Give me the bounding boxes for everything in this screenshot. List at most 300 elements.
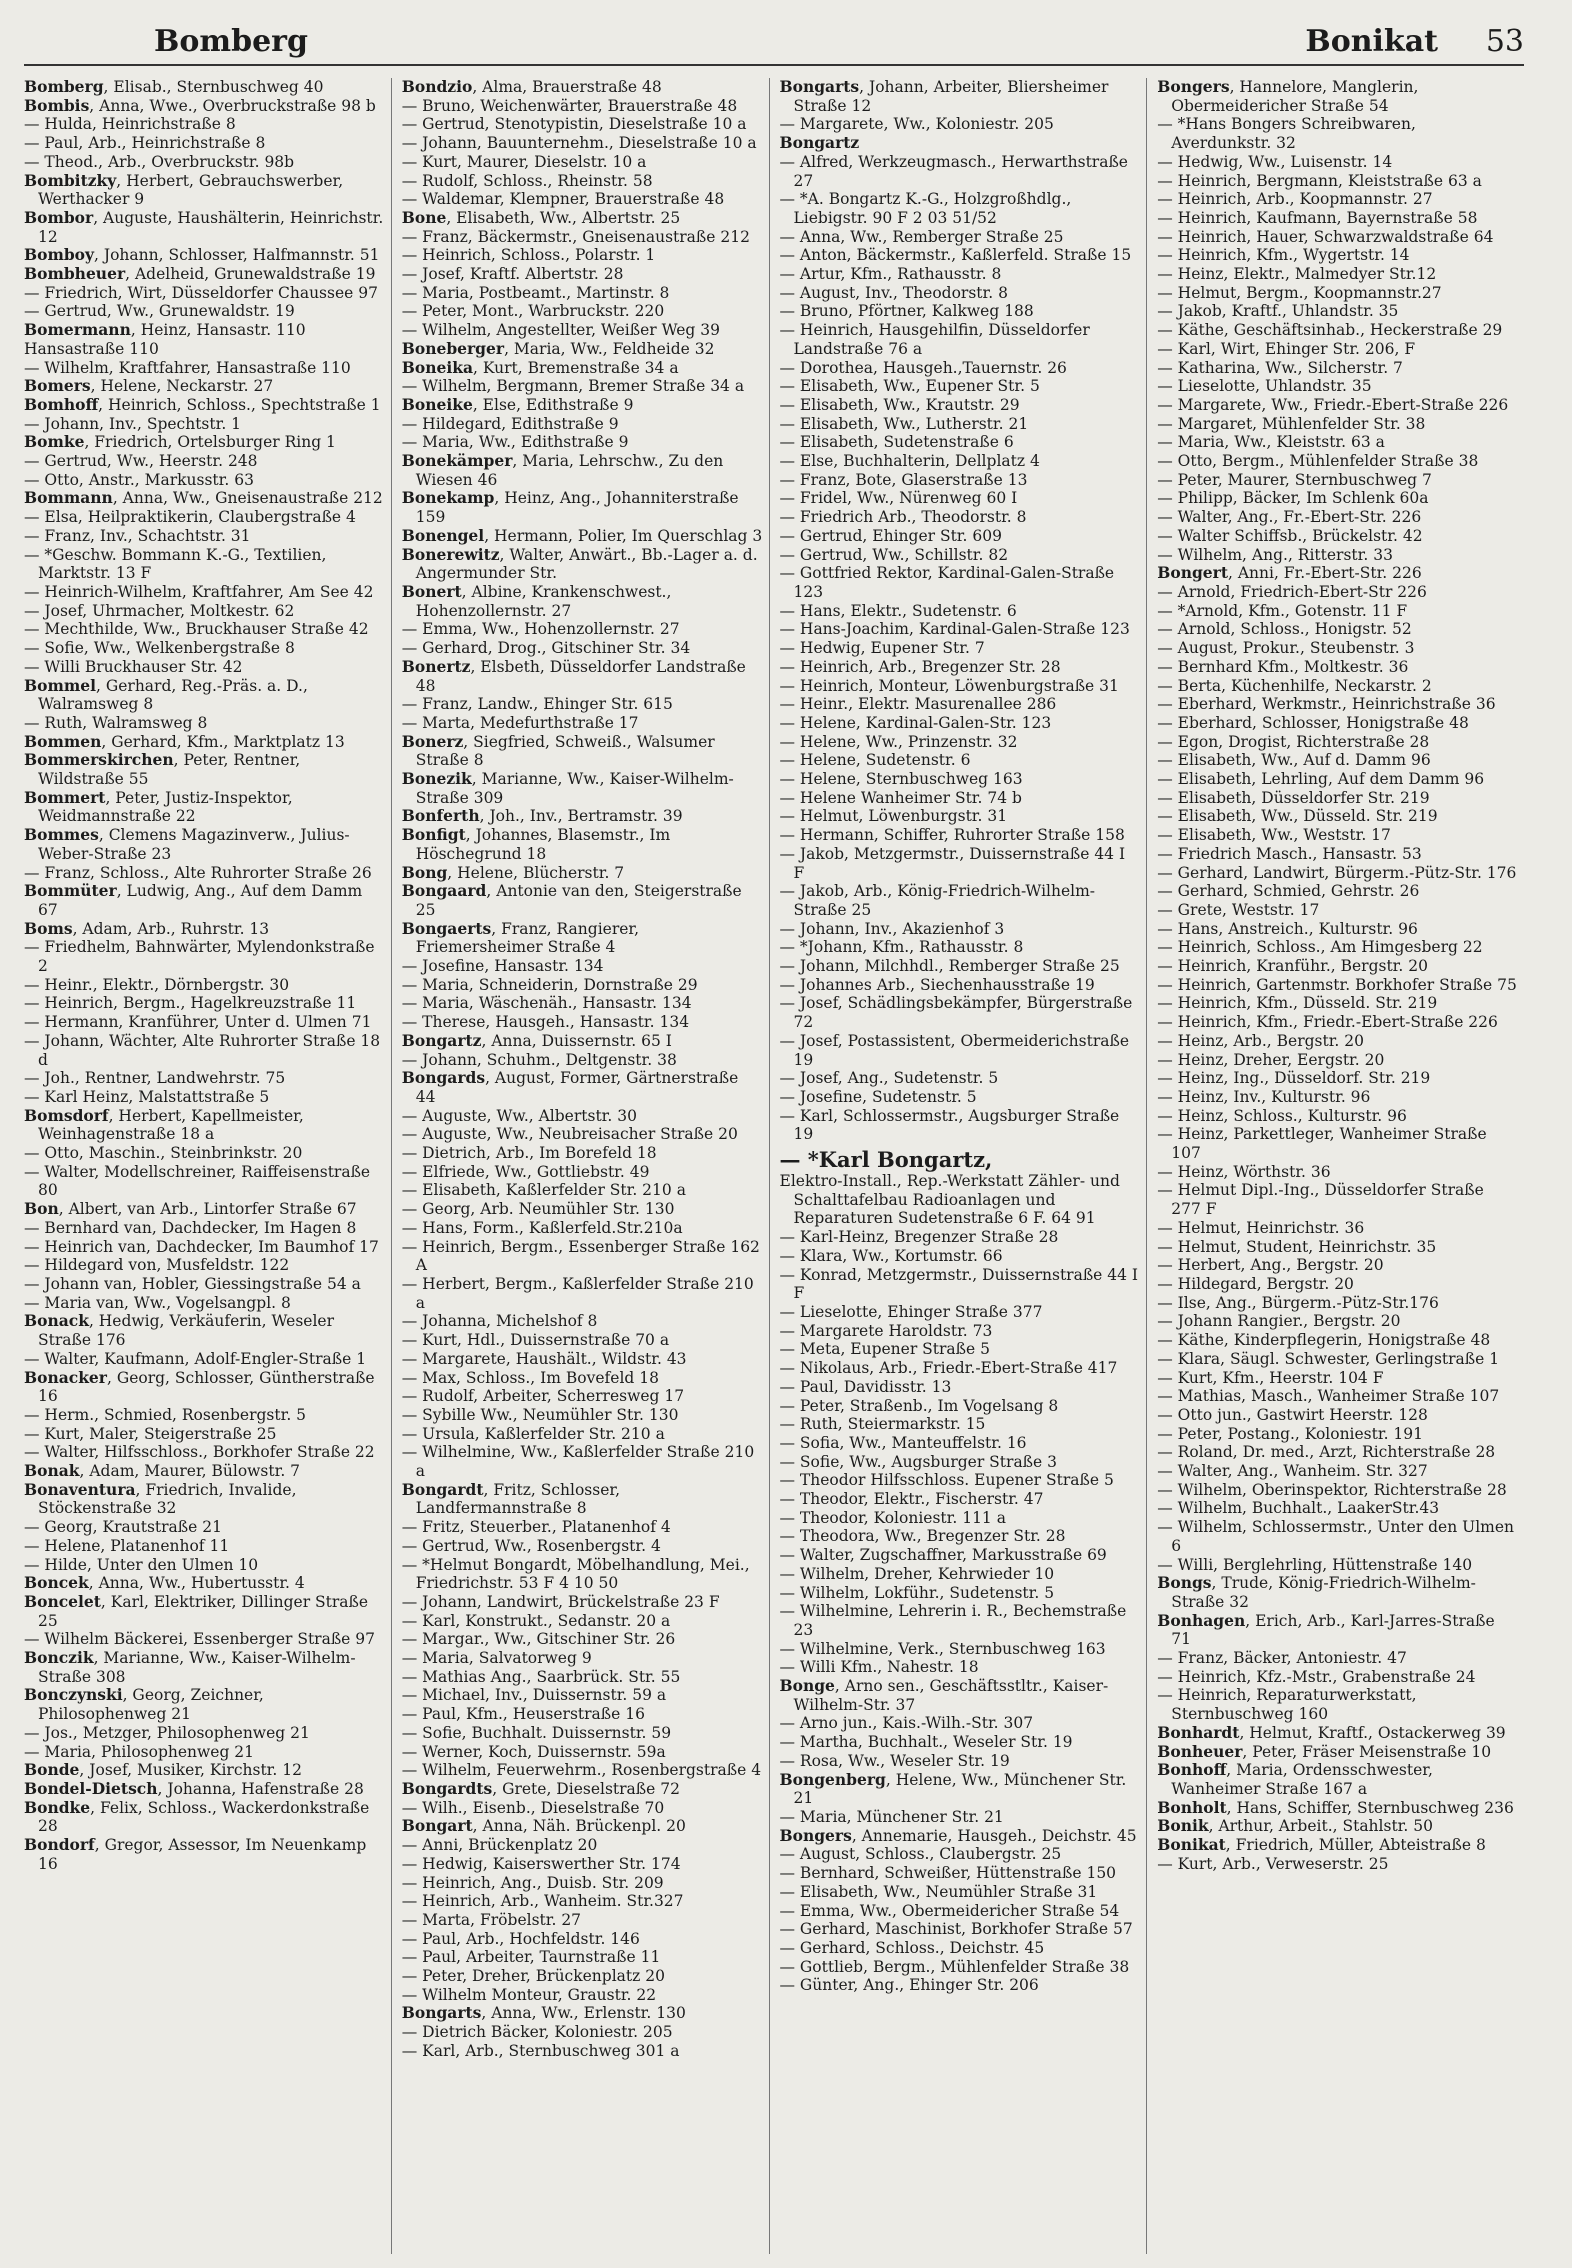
entry-details: — Elsa, Heilpraktikerin, Claubergstraße 4	[24, 508, 356, 527]
directory-entry	[402, 1874, 763, 1893]
entry-details: , Heinz, Hansastr. 110	[130, 321, 306, 340]
directory-entry	[402, 957, 763, 976]
directory-entry	[402, 1743, 763, 1762]
entry-surname: Bongs	[1157, 1573, 1212, 1593]
directory-entry	[24, 1556, 385, 1575]
directory-entry	[780, 1378, 1141, 1397]
entry-details: — Egon, Drogist, Richterstraße 28	[1157, 732, 1430, 751]
entry-surname: Bomhoff	[24, 394, 99, 414]
directory-entry	[1157, 1574, 1518, 1611]
directory-entry	[780, 770, 1141, 789]
entry-details: — Herbert, Ang., Bergstr. 20	[1157, 1256, 1384, 1275]
entry-surname: Bonacker	[24, 1367, 107, 1387]
directory-entry	[402, 1125, 763, 1144]
directory-entry	[24, 639, 385, 658]
entry-details: , Anna, Duissernstr. 65 I	[481, 1031, 672, 1050]
entry-details: — Franz, Bote, Glaserstraße 13	[779, 470, 1028, 489]
entry-details: — Werner, Koch, Duissernstr. 59a	[401, 1742, 666, 1761]
entry-details: — Otto, Anstr., Markusstr. 63	[24, 470, 254, 489]
entry-details: — Maria, Münchener Str. 21	[779, 1807, 1004, 1826]
directory-entry	[402, 1817, 763, 1836]
entry-details: — Arnold, Schloss., Honigstr. 52	[1157, 620, 1412, 639]
entry-surname: Bongarts	[779, 78, 860, 96]
directory-entry	[402, 1724, 763, 1743]
page-number: 53	[1485, 24, 1524, 59]
directory-entry	[780, 1864, 1141, 1883]
directory-entry	[1157, 1761, 1518, 1798]
entry-details: — Karl, Arb., Sternbuschweg 301 a	[401, 2041, 680, 2060]
column-4	[1157, 78, 1524, 2254]
directory-entry	[402, 1967, 763, 1986]
directory-entry	[24, 284, 385, 303]
entry-details: , Johann, Schlosser, Halfmannstr. 51	[94, 246, 380, 265]
directory-entry	[24, 415, 385, 434]
entry-surname: Bongers	[1157, 78, 1230, 96]
entry-surname: Bonaventura	[24, 1479, 136, 1499]
directory-entry	[24, 920, 385, 939]
entry-surname: Bongaerts	[401, 918, 492, 938]
directory-entry	[402, 2042, 763, 2061]
directory-entry	[402, 695, 763, 714]
entry-details: — Heinrich, Kaufmann, Bayernstraße 58	[1157, 208, 1478, 227]
entry-details: — Margarete Haroldstr. 73	[779, 1321, 993, 1340]
directory-entry	[1157, 1668, 1518, 1687]
directory-entry	[780, 602, 1141, 621]
entry-surname: Bongartz	[779, 133, 860, 153]
entry-details: , Grete, Dieselstraße 72	[492, 1779, 680, 1798]
directory-entry	[1157, 564, 1518, 583]
entry-details: — Walter, Zugschaffner, Markusstraße 69	[779, 1546, 1107, 1565]
entry-surname: Bommel	[24, 675, 96, 695]
directory-entry	[780, 153, 1141, 190]
entry-details: — Heinz, Schloss., Kulturstr. 96	[1157, 1106, 1407, 1125]
entry-surname: Bonerewitz	[401, 544, 500, 564]
directory-entry	[402, 190, 763, 209]
directory-entry	[780, 938, 1141, 957]
entry-details: — Johannes Arb., Siechenhausstraße 19	[779, 975, 1095, 994]
entry-details: — Heinrich, Monteur, Löwenburgstraße 31	[779, 676, 1119, 695]
entry-details: — Hedwig, Ww., Luisenstr. 14	[1157, 152, 1393, 171]
entry-surname: Boncek	[24, 1573, 89, 1593]
directory-entry	[1157, 209, 1518, 228]
directory-entry	[1157, 1556, 1518, 1575]
entry-details: — Josef, Postassistent, Obermeiderichstraße 19	[779, 1031, 1130, 1069]
directory-entry	[780, 134, 1141, 153]
entry-details: — Johann van, Hobler, Giessingstraße 54 a	[24, 1275, 361, 1293]
directory-entry	[24, 396, 385, 415]
entry-details: — Helene, Platanenhof 11	[24, 1536, 230, 1555]
entry-details: — Karl-Heinz, Bregenzer Straße 28	[779, 1228, 1059, 1247]
entry-details: — Sofia, Ww., Manteuffelstr. 16	[779, 1433, 1027, 1452]
directory-entry	[780, 246, 1141, 265]
directory-entry	[780, 677, 1141, 696]
entry-surname: Bommes	[24, 825, 99, 845]
entry-surname: Bomermann	[24, 320, 131, 340]
entry-details: — Alfred, Werkzeugmasch., Herwarthstraße 27	[779, 152, 1128, 190]
entry-surname: Bonge	[779, 1676, 835, 1696]
directory-entry	[780, 377, 1141, 396]
entry-details: — Heinz, Wörthstr. 36	[1157, 1162, 1331, 1181]
directory-entry	[1157, 789, 1518, 808]
entry-surname: Bonik	[1157, 1816, 1209, 1836]
entry-surname: Bongardts	[401, 1778, 493, 1798]
directory-entry	[402, 733, 763, 770]
directory-entry	[780, 489, 1141, 508]
directory-entry	[1157, 1350, 1518, 1369]
directory-entry	[24, 994, 385, 1013]
entry-details: — Roland, Dr. med., Arzt, Richterstraße 28	[1157, 1443, 1496, 1462]
directory-entry	[24, 471, 385, 490]
entry-details: — Waldemar, Klempner, Brauerstraße 48	[401, 190, 725, 209]
directory-entry	[780, 1228, 1141, 1247]
entry-details: — *Geschw. Bommann K.-G., Textilien, Marktstr. 13 F	[24, 545, 327, 583]
directory-entry	[402, 1144, 763, 1163]
directory-entry	[24, 714, 385, 733]
entry-details: — Artur, Kfm., Rathausstr. 8	[779, 265, 1002, 284]
directory-entry	[780, 1069, 1141, 1088]
entry-details: — Walter, Hilfsschloss., Borkhofer Straße 22	[24, 1443, 375, 1462]
entry-details: — Paul, Kfm., Heuserstraße 16	[401, 1705, 645, 1724]
directory-entry	[24, 1107, 385, 1144]
directory-entry	[402, 1069, 763, 1106]
entry-details: — Maria, Philosophenweg 21	[24, 1742, 255, 1761]
entry-details: — Johann, Inv., Akazienhof 3	[779, 919, 1005, 938]
directory-columns	[24, 78, 1524, 2254]
entry-details: — Kurt, Maler, Steigerstraße 25	[24, 1424, 277, 1443]
directory-entry	[1157, 1799, 1518, 1818]
entry-details: , Hans, Schiffer, Sternbuschweg 236	[1226, 1798, 1514, 1817]
directory-entry	[780, 751, 1141, 770]
entry-details: — Klara, Säugl. Schwester, Gerlingstraße 1	[1157, 1349, 1500, 1368]
entry-details: — Mechthilde, Ww., Bruckhauser Straße 42	[24, 620, 369, 639]
entry-surname: Bomsdorf	[24, 1105, 109, 1125]
directory-entry	[780, 1359, 1141, 1378]
entry-details: , Clemens Magazinverw., Julius-Weber-Straße 23	[38, 826, 350, 863]
entry-details: — Franz, Inv., Schachtstr. 31	[24, 526, 251, 545]
entry-details: , Gregor, Assessor, Im Neuenkamp 16	[38, 1836, 367, 1873]
directory-entry	[402, 807, 763, 826]
directory-entry	[780, 1172, 1141, 1228]
directory-entry	[24, 864, 385, 883]
entry-details: — Heinz, Parkettleger, Wanheimer Straße 107	[1157, 1125, 1487, 1163]
entry-details: , Antonie van den, Steigerstraße 25	[415, 882, 742, 919]
directory-entry	[24, 789, 385, 826]
entry-details: — Helmut, Löwenburgstr. 31	[779, 807, 1008, 826]
directory-entry	[1157, 845, 1518, 864]
entry-details: — Käthe, Geschäftsinhab., Heckerstraße 29	[1157, 321, 1503, 340]
entry-details: — Heinrich, Kfz.-Mstr., Grabenstraße 24	[1157, 1667, 1476, 1686]
entry-details: — Gerhard, Landwirt, Bürgerm.-Pütz-Str. 176	[1157, 863, 1517, 882]
directory-entry	[402, 546, 763, 583]
entry-details: — *Helmut Bongardt, Möbelhandlung, Mei., Friedrichstr. 53 F 4 10 50	[401, 1555, 750, 1593]
directory-entry	[1157, 1817, 1518, 1836]
directory-entry	[1157, 340, 1518, 359]
directory-entry	[1157, 976, 1518, 995]
entry-details: — Ruth, Walramsweg 8	[24, 713, 208, 732]
entry-details: — Hedwig, Kaiserswerther Str. 174	[401, 1854, 681, 1873]
entry-details: — Michael, Inv., Duissernstr. 59 a	[401, 1686, 667, 1705]
directory-entry	[1157, 115, 1518, 152]
entry-surname: Bonertz	[401, 656, 471, 676]
entry-surname: Bonerz	[401, 731, 464, 751]
directory-entry	[24, 1799, 385, 1836]
entry-details: — Willi Bruckhauser Str. 42	[24, 657, 243, 676]
entry-details: — Emma, Ww., Hohenzollernstr. 27	[401, 620, 680, 639]
directory-entry	[1157, 1649, 1518, 1668]
entry-surname: Bongarts	[401, 2003, 482, 2023]
entry-surname: Bonengel	[401, 525, 485, 545]
entry-details: — Anna, Ww., Remberger Straße 25	[779, 227, 1064, 246]
entry-details: — Helmut, Student, Heinrichstr. 35	[1157, 1237, 1437, 1256]
directory-entry	[402, 489, 763, 526]
entry-details: — Rudolf, Arbeiter, Scherresweg 17	[401, 1387, 685, 1406]
entry-details: — Heinrich, Ang., Duisb. Str. 209	[401, 1873, 664, 1892]
entry-surname: Bondke	[24, 1797, 91, 1817]
entry-details: — Wilhelm, Feuerwehrm., Rosenbergstraße 4	[401, 1761, 762, 1780]
entry-details: , Marianne, Ww., Kaiser-Wilhelm-Straße 308	[38, 1649, 356, 1686]
entry-details: — Kurt, Kfm., Heerstr. 104 F	[1157, 1368, 1384, 1387]
entry-details: — Josef, Schädlingsbekämpfer, Bürgerstraße 72	[779, 994, 1133, 1032]
entry-surname: Bondel-Dietsch	[24, 1778, 158, 1798]
entry-surname: Bomberg	[24, 78, 104, 96]
entry-details: — Otto, Bergm., Mühlenfelder Straße 38	[1157, 452, 1479, 471]
directory-entry	[1157, 246, 1518, 265]
directory-entry	[780, 546, 1141, 565]
entry-details: — Sofie, Ww., Welkenbergstraße 8	[24, 639, 295, 658]
entry-details: , Else, Edithstraße 9	[472, 395, 634, 414]
entry-details: — Auguste, Ww., Albertstr. 30	[401, 1106, 637, 1125]
entry-surname: Bongers	[779, 1825, 852, 1845]
entry-details: , Siegfried, Schweiß., Walsumer Straße 8	[415, 732, 715, 770]
directory-entry	[780, 190, 1141, 227]
directory-entry	[780, 1490, 1141, 1509]
entry-details: — Kurt, Arb., Verweserstr. 25	[1157, 1854, 1389, 1873]
directory-entry	[1157, 1013, 1518, 1032]
directory-entry	[402, 1537, 763, 1556]
directory-entry	[780, 1148, 1141, 1172]
directory-entry	[402, 920, 763, 957]
entry-details: — Karl, Wirt, Ehinger Str. 206, F	[1157, 339, 1416, 358]
directory-entry	[1157, 1275, 1518, 1294]
entry-details: — August, Inv., Theodorstr. 8	[779, 283, 1008, 302]
entry-details: — Margar., Ww., Gitschiner Str. 26	[401, 1630, 676, 1649]
directory-entry	[24, 1836, 385, 1873]
entry-details: — Johann, Wächter, Alte Ruhrorter Straße 18 d	[24, 1031, 381, 1069]
entry-surname: Bonekamp	[401, 488, 495, 508]
directory-entry	[402, 340, 763, 359]
entry-details: Hansastraße 110	[24, 339, 159, 358]
directory-entry	[402, 246, 763, 265]
entry-surname: Bon	[24, 1199, 59, 1219]
entry-surname: Bondzio	[401, 78, 473, 96]
directory-entry	[780, 1976, 1141, 1995]
entry-details: — Theodora, Ww., Bregenzer Str. 28	[779, 1527, 1066, 1546]
entry-details: — Ilse, Ang., Bürgerm.-Pütz-Str.176	[1157, 1293, 1439, 1312]
entry-details: — Heinz, Inv., Kulturstr. 96	[1157, 1087, 1371, 1106]
entry-details: — Joh., Rentner, Landwehrstr. 75	[24, 1069, 286, 1088]
directory-entry	[1157, 864, 1518, 883]
entry-details: — Jakob, Kraftf., Uhlandstr. 35	[1157, 302, 1399, 321]
directory-entry	[780, 1088, 1141, 1107]
directory-entry	[780, 1322, 1141, 1341]
entry-details: — Gerhard, Schmied, Gehrstr. 26	[1157, 882, 1420, 901]
directory-entry	[402, 1013, 763, 1032]
entry-details: — Elisabeth, Lehrling, Auf dem Damm 96	[1157, 770, 1485, 789]
entry-details: — Heinrich, Reparaturwerkstatt, Sternbuschweg 160	[1157, 1686, 1417, 1724]
entry-details: — Herm., Schmied, Rosenbergstr. 5	[24, 1405, 307, 1424]
entry-surname: Bommen	[24, 731, 102, 751]
entry-details: , Trude, König-Friedrich-Wilhelm-Straße 32	[1171, 1574, 1476, 1611]
entry-details: — Anton, Bäckermstr., Kaßlerfeld. Straße 15	[779, 246, 1132, 265]
entry-details: , Heinrich, Schloss., Spechtstraße 1	[98, 395, 381, 414]
directory-entry	[1157, 452, 1518, 471]
directory-entry	[402, 228, 763, 247]
entry-details: — Hildegard, Edithstraße 9	[401, 414, 619, 433]
directory-entry	[1157, 546, 1518, 565]
entry-details: , Walter, Anwärt., Bb.-Lager a. d. Angermunder Str.	[415, 545, 758, 583]
entry-details: — Philipp, Bäcker, Im Schlenk 60a	[1157, 489, 1429, 508]
entry-details: — Nikolaus, Arb., Friedr.-Ebert-Straße 417	[779, 1359, 1118, 1378]
entry-details: — Herbert, Bergm., Kaßlerfelder Straße 210 a	[401, 1275, 754, 1312]
entry-details: , Heinz, Ang., Johanniterstraße 159	[415, 489, 739, 527]
directory-entry	[402, 1556, 763, 1593]
directory-entry	[402, 377, 763, 396]
directory-entry	[24, 1163, 385, 1200]
entry-details: , Johann, Arbeiter, Bliersheimer Straße 12	[793, 78, 1109, 115]
entry-details: — Gerhard, Drog., Gitschiner Str. 34	[401, 639, 691, 658]
directory-entry	[402, 415, 763, 434]
directory-entry	[1157, 228, 1518, 247]
entry-details: , Peter, Fräser Meisenstraße 10	[1242, 1742, 1492, 1761]
entry-details: — Kurt, Maurer, Dieselstr. 10 a	[401, 152, 647, 171]
directory-entry	[1157, 377, 1518, 396]
entry-details: , Gerhard, Reg.-Präs. a. D., Walramsweg 8	[38, 676, 308, 714]
entry-details: — Georg, Krautstraße 21	[24, 1518, 222, 1537]
directory-entry	[402, 770, 763, 807]
entry-surname: Bonferth	[401, 806, 480, 826]
directory-entry	[24, 302, 385, 321]
entry-details: — Hans, Form., Kaßlerfeld.Str.210a	[401, 1218, 683, 1237]
entry-details: — Wilhelm, Ang., Ritterstr. 33	[1157, 545, 1393, 564]
entry-surname: Bongards	[401, 1068, 486, 1088]
directory-entry	[24, 1256, 385, 1275]
directory-entry	[1157, 1855, 1518, 1874]
directory-entry	[402, 1593, 763, 1612]
directory-entry	[780, 620, 1141, 639]
entry-details: — Helene Wanheimer Str. 74 b	[779, 788, 1022, 807]
directory-entry	[1157, 1499, 1518, 1518]
directory-entry	[1157, 1462, 1518, 1481]
directory-entry	[402, 583, 763, 620]
directory-entry	[1157, 1387, 1518, 1406]
directory-entry	[402, 1181, 763, 1200]
entry-surname: Boneike	[401, 394, 473, 414]
column-3	[780, 78, 1148, 2254]
entry-details: — Hermann, Schiffer, Ruhrorter Straße 158	[779, 826, 1125, 845]
entry-surname: Bongartz	[401, 1030, 482, 1050]
entry-details: — Helene, Sudetenstr. 6	[779, 751, 971, 770]
entry-details: — Heinr., Elektr. Masurenallee 286	[779, 695, 1057, 714]
entry-surname: Bombheuer	[24, 264, 126, 284]
entry-details: , Anna, Ww., Erlenstr. 130	[481, 2004, 686, 2023]
directory-entry	[402, 1107, 763, 1126]
entry-details: — Heinz, Ing., Düsseldorf. Str. 219	[1157, 1069, 1431, 1088]
entry-surname: Bommerskirchen	[24, 750, 174, 770]
directory-entry	[24, 938, 385, 975]
entry-details: — Peter, Mont., Warbruckstr. 220	[401, 302, 665, 321]
entry-details: — Theodor, Koloniestr. 111 a	[779, 1508, 1006, 1527]
entry-surname: Bommüter	[24, 881, 117, 901]
entry-details: — Elisabeth, Düsseldorfer Str. 219	[1157, 788, 1430, 807]
directory-entry	[1157, 1107, 1518, 1126]
entry-details: — Friedrich Arb., Theodorstr. 8	[779, 508, 1027, 527]
entry-details: — Grete, Weststr. 17	[1157, 900, 1320, 919]
entry-details: — Elisabeth, Ww., Krautstr. 29	[779, 395, 1020, 414]
directory-entry	[780, 789, 1141, 808]
header-first-entry: Bomberg	[154, 24, 308, 59]
directory-entry	[402, 976, 763, 995]
column-2	[402, 78, 770, 2254]
directory-entry	[402, 1686, 763, 1705]
directory-entry	[24, 546, 385, 583]
entry-details: , Fritz, Schlosser, Landfermannstraße 8	[415, 1480, 621, 1518]
directory-entry	[24, 826, 385, 863]
directory-entry	[1157, 1088, 1518, 1107]
entry-details: , Herbert, Gebrauchswerber, Werthacker 9	[38, 171, 344, 209]
directory-entry	[402, 1986, 763, 2005]
directory-entry	[780, 302, 1141, 321]
entry-details: , Helene, Ww., Münchener Str. 21	[793, 1770, 1127, 1808]
directory-entry	[24, 433, 385, 452]
directory-entry	[1157, 920, 1518, 939]
directory-entry	[780, 957, 1141, 976]
entry-details: — Willi, Berglehrling, Hüttenstraße 140	[1157, 1555, 1473, 1574]
directory-entry	[1157, 1294, 1518, 1313]
entry-details: , Albine, Krankenschwest., Hohenzollernstr. 27	[415, 582, 672, 620]
directory-entry	[780, 1340, 1141, 1359]
entry-details: — Wilhelm, Oberinspektor, Richterstraße 28	[1157, 1480, 1507, 1499]
entry-details: — Emma, Ww., Obermeidericher Straße 54	[779, 1901, 1120, 1920]
entry-surname: Boms	[24, 918, 73, 938]
directory-entry	[780, 359, 1141, 378]
entry-surname: Bonak	[24, 1461, 80, 1481]
entry-details: , Anna, Ww., Gneisenaustraße 212	[112, 489, 383, 508]
directory-entry	[1157, 751, 1518, 770]
entry-details: — Elisabeth, Kaßlerfelder Str. 210 a	[401, 1181, 686, 1200]
directory-entry	[780, 78, 1141, 115]
directory-entry	[780, 1509, 1141, 1528]
entry-details: — Gottlieb, Bergm., Mühlenfelder Straße 38	[779, 1957, 1130, 1976]
directory-entry	[780, 1677, 1141, 1714]
directory-entry	[780, 1640, 1141, 1659]
entry-details: — Friedrich, Wirt, Düsseldorfer Chaussee 97	[24, 283, 378, 302]
directory-entry	[24, 340, 385, 359]
entry-details: — August, Prokur., Steubenstr. 3	[1157, 639, 1415, 658]
entry-details: — Paul, Arbeiter, Taurnstraße 11	[401, 1948, 661, 1967]
entry-details: — Maria, Postbeamt., Martinstr. 8	[401, 283, 670, 302]
entry-details: — Heinrich, Arb., Wanheim. Str.327	[401, 1892, 684, 1911]
entry-details: , Annemarie, Hausgeh., Deichstr. 45	[851, 1826, 1137, 1845]
directory-entry	[780, 1602, 1141, 1639]
entry-details: — Ursula, Kaßlerfelder Str. 210 a	[401, 1424, 665, 1443]
entry-details: — Fritz, Steuerber., Platanenhof 4	[401, 1518, 671, 1537]
entry-details: — Hans, Elektr., Sudetenstr. 6	[779, 601, 1017, 620]
directory-entry	[402, 1780, 763, 1799]
directory-entry	[24, 209, 385, 246]
entry-details: — Jakob, Arb., König-Friedrich-Wilhelm-Straße 25	[779, 882, 1096, 919]
entry-details: — Paul, Arb., Heinrichstraße 8	[24, 134, 266, 153]
entry-surname: Boneberger	[401, 338, 505, 358]
